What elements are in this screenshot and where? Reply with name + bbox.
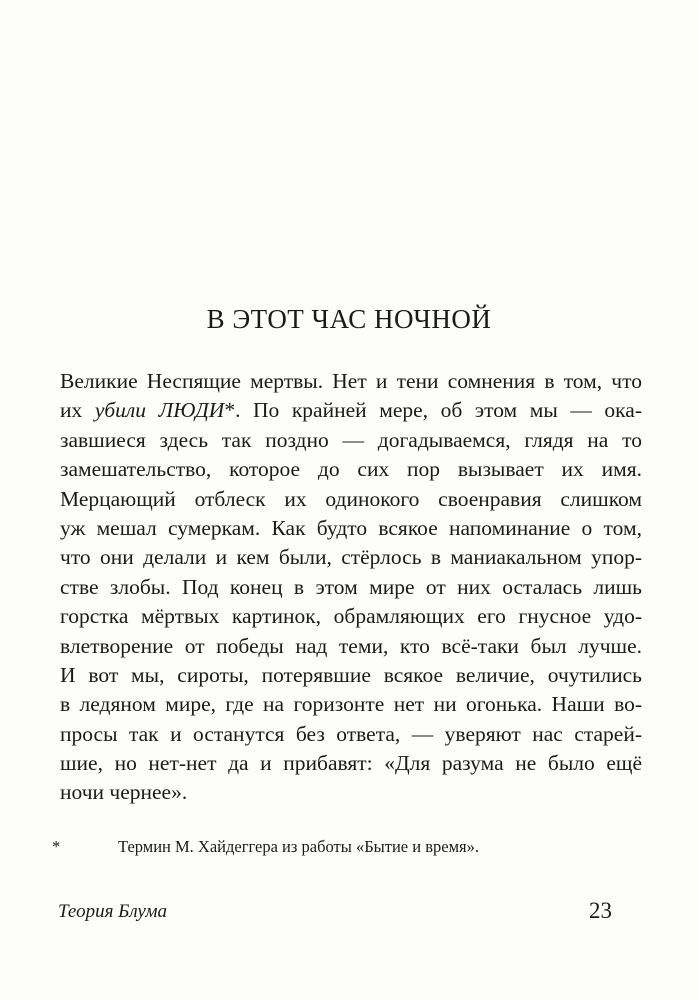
main-paragraph bbox=[60, 367, 642, 808]
paragraph-line: Великие Неспящие мертвы. Нет и тени сомнения в том, что bbox=[60, 369, 642, 393]
paragraph-line: замешательство, которое до сих пор вызывает их имя. bbox=[60, 457, 642, 482]
paragraph-line: Мерцающий отблеск их одинокого своенравия слишком bbox=[60, 486, 642, 511]
paragraph-line: просы так и останутся без ответа, — уверяют нас старей- bbox=[60, 721, 642, 746]
paragraph-line: уж мешал сумеркам. Как будто всякое напоминание о том, bbox=[60, 515, 642, 540]
paragraph-line: завшиеся здесь так поздно — догадываемся, глядя на то bbox=[60, 427, 642, 452]
footnote-mark: * bbox=[52, 837, 61, 856]
paragraph-line: их убили ЛЮДИ*. По крайней мере, об этом мы — ока- bbox=[60, 398, 642, 423]
paragraph-line: в ледяном мире, где на горизонте нет ни огонька. Наши во- bbox=[60, 692, 642, 717]
emphasized-phrase: убили ЛЮДИ bbox=[94, 398, 225, 423]
paragraph-line: ночи чернее». bbox=[60, 780, 188, 805]
footnote-text: Термин М. Хайдеггера из работы «Бытие и время». bbox=[118, 837, 479, 856]
footnote bbox=[52, 836, 642, 858]
running-footer-title: Теория Блума bbox=[58, 901, 167, 922]
paragraph-line: И вот мы, сироты, потерявшие всякое величие, очутились bbox=[60, 662, 642, 687]
paragraph-line: шие, но нет-нет да и прибавят: «Для разума не было ещё bbox=[60, 751, 642, 776]
page-number: 23 bbox=[589, 898, 612, 923]
paragraph-line: стве злобы. Под конец в этом мире от них осталась лишь bbox=[60, 574, 642, 599]
chapter-heading: В ЭТОТ ЧАС НОЧНОЙ bbox=[206, 304, 492, 334]
paragraph-line: влетворение от победы над теми, кто всё-таки был лучше. bbox=[60, 633, 642, 658]
paragraph-line: горстка мёртвых картинок, обрамляющих его гнусное удо- bbox=[60, 604, 642, 629]
paragraph-line: что они делали и кем были, стёрлось в маниакальном упор- bbox=[60, 545, 642, 570]
